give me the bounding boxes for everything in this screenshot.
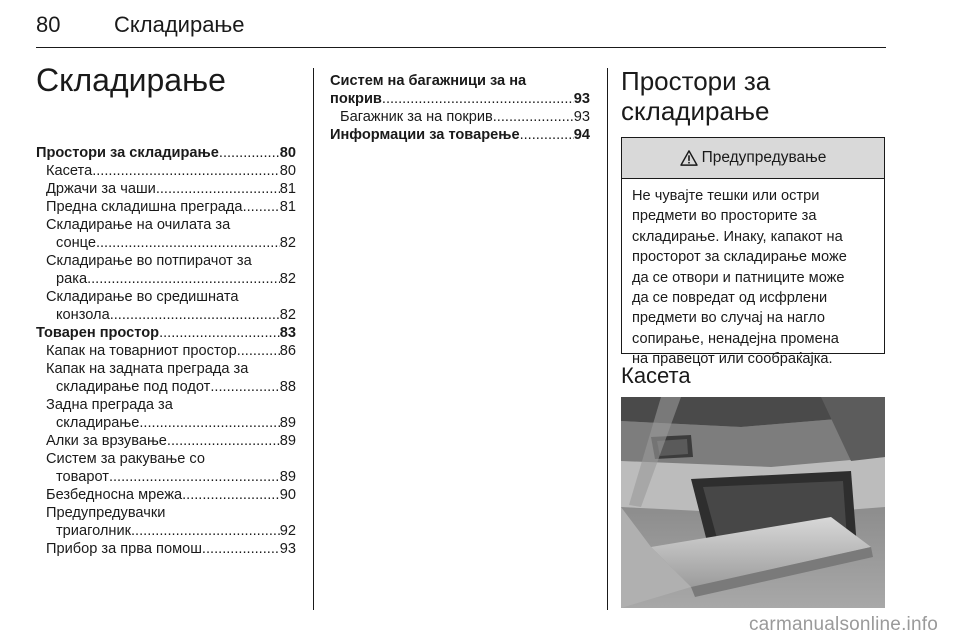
toc-entry[interactable]	[36, 342, 296, 360]
toc-entry-label: Товарен простор	[36, 325, 160, 341]
section-title	[621, 66, 770, 126]
warning-text-line: да се отвори и патниците може	[632, 269, 845, 286]
toc-entry-label: Складирање во потпирачот за	[46, 253, 252, 269]
toc-entry[interactable]	[36, 288, 296, 324]
toc-entry-label: Алки за врзување	[46, 433, 167, 449]
toc-line	[36, 180, 296, 198]
toc-leader-dots	[202, 540, 280, 558]
chapter-title: Складирање	[36, 62, 226, 98]
toc-page-number: 86	[279, 343, 296, 359]
toc-entry-label: Прибор за прва помош	[46, 541, 202, 557]
toc-line	[36, 468, 296, 486]
toc-page-number: 89	[279, 469, 296, 485]
toc-leader-dots	[109, 468, 280, 486]
warning-text-line: складирање. Инаку, капакот на	[632, 228, 843, 245]
toc-entry-label: Задна преграда за	[46, 397, 173, 413]
toc-entry[interactable]	[36, 252, 296, 288]
toc-entry[interactable]	[36, 216, 296, 252]
warning-heading	[622, 138, 884, 179]
toc-line	[36, 378, 296, 396]
toc-leader-dots	[520, 126, 574, 144]
toc-page-number: 80	[279, 145, 296, 161]
header-rule	[36, 47, 886, 48]
toc-line	[36, 198, 296, 216]
toc-entry-label: Складирање на очилата за	[46, 217, 231, 233]
toc-left-column	[36, 144, 296, 558]
toc-entry-label-continued: конзола	[56, 307, 110, 323]
toc-entry-label: Предупредувачки	[46, 505, 166, 521]
toc-leader-dots	[96, 234, 280, 252]
toc-entry[interactable]	[36, 450, 296, 486]
toc-entry-label: Предна складишна преграда	[46, 199, 243, 215]
toc-entry[interactable]	[36, 540, 296, 558]
toc-entry[interactable]	[36, 486, 296, 504]
toc-entry-label-continued: покрив	[330, 91, 382, 107]
toc-leader-dots	[131, 522, 280, 540]
toc-leader-dots	[159, 324, 280, 342]
toc-entry-label: Капак на товарниот простор	[46, 343, 237, 359]
warning-text-line: просторот за складирање може	[632, 249, 847, 266]
toc-entry-label-continued: товарот	[56, 469, 109, 485]
toc-entry[interactable]	[330, 126, 590, 144]
subsection-title: Касета	[621, 363, 691, 388]
toc-page-number: 94	[573, 127, 590, 143]
toc-entry[interactable]	[36, 324, 296, 342]
toc-leader-dots	[110, 306, 280, 324]
toc-leader-dots	[210, 378, 279, 396]
toc-page-number: 80	[279, 163, 296, 179]
toc-line	[36, 144, 296, 162]
toc-page-number: 93	[573, 109, 590, 125]
toc-line	[36, 306, 296, 324]
toc-entry-label-continued: рака	[56, 271, 88, 287]
toc-middle-column	[330, 72, 590, 144]
toc-line	[36, 432, 296, 450]
warning-text-line: предмети во случај на нагло	[632, 310, 825, 327]
toc-page-number: 82	[279, 271, 296, 287]
toc-page-number: 82	[279, 235, 296, 251]
toc-entry[interactable]	[330, 108, 590, 126]
toc-entry-label-continued: сонце	[56, 235, 96, 251]
watermark: carmanualsonline.info	[748, 614, 938, 635]
toc-entry[interactable]	[36, 198, 296, 216]
warning-box	[621, 137, 885, 368]
glovebox-photo	[621, 397, 885, 608]
toc-leader-dots	[182, 486, 280, 504]
toc-line	[330, 108, 590, 126]
toc-line	[36, 414, 296, 432]
toc-entry-label: Систем за ракување со	[46, 451, 205, 467]
warning-text-line: сопирање, ненадејна промена	[632, 330, 839, 347]
toc-line	[36, 522, 296, 540]
toc-entry[interactable]	[330, 72, 590, 108]
toc-line	[36, 234, 296, 252]
toc-page-number: 81	[279, 199, 296, 215]
toc-entry-label: Касета	[46, 163, 93, 179]
toc-line	[36, 486, 296, 504]
toc-line	[330, 126, 590, 144]
section-title-line: складирање	[621, 96, 770, 126]
toc-line	[330, 90, 590, 108]
glovebox-illustration	[621, 397, 885, 608]
toc-line	[36, 540, 296, 558]
warning-triangle-icon	[680, 150, 698, 166]
toc-leader-dots	[493, 108, 574, 126]
toc-entry[interactable]	[36, 180, 296, 198]
toc-entry-label: Систем на багажници за на	[330, 73, 527, 89]
toc-page-number: 81	[279, 181, 296, 197]
toc-page-number: 83	[279, 325, 296, 341]
toc-page-number: 89	[279, 415, 296, 431]
toc-entry-label: Складирање во средишната	[46, 289, 239, 305]
toc-leader-dots	[219, 144, 280, 162]
toc-leader-dots	[139, 414, 279, 432]
toc-entry-label: Багажник за на покрив	[340, 109, 493, 125]
toc-entry[interactable]	[36, 504, 296, 540]
toc-leader-dots	[243, 198, 280, 216]
toc-entry-label: Капак на задната преграда за	[46, 361, 249, 377]
toc-page-number: 89	[279, 433, 296, 449]
toc-line	[36, 162, 296, 180]
toc-page-number: 82	[279, 307, 296, 323]
toc-entry-label: Информации за товарење	[330, 127, 520, 143]
toc-leader-dots	[156, 180, 280, 198]
toc-leader-dots	[87, 270, 280, 288]
toc-entry-label-continued: складирање под подот	[56, 379, 211, 395]
warning-text-line: на правецот или сообраќајка.	[632, 351, 833, 368]
toc-entry-label-continued: триаголник	[56, 523, 131, 539]
column-divider	[607, 68, 608, 610]
toc-entry-label: Држачи за чаши	[46, 181, 156, 197]
toc-leader-dots	[382, 90, 574, 108]
toc-entry[interactable]	[36, 144, 296, 162]
toc-entry[interactable]	[36, 360, 296, 396]
toc-entry[interactable]	[36, 396, 296, 432]
toc-entry[interactable]	[36, 162, 296, 180]
warning-text-line: Не чувајте тешки или остри	[632, 188, 820, 204]
toc-leader-dots	[237, 342, 280, 360]
toc-page-number: 90	[279, 487, 296, 503]
section-title-line: Простори за	[621, 66, 771, 96]
toc-leader-dots	[92, 162, 280, 180]
toc-line	[36, 270, 296, 288]
warning-text-line: предмети во просторите за	[632, 208, 817, 225]
toc-entry-label-continued: складирање	[56, 415, 140, 431]
toc-leader-dots	[167, 432, 280, 450]
warning-heading-text: Предупредување	[701, 149, 827, 166]
toc-entry-label: Простори за складирање	[36, 145, 219, 161]
column-divider	[313, 68, 314, 610]
page-header	[36, 12, 886, 48]
page-number: 80	[36, 12, 61, 37]
toc-entry-label: Безбедносна мрежа	[46, 487, 183, 503]
warning-body	[622, 179, 884, 370]
toc-page-number: 93	[279, 541, 296, 557]
running-title: Складирање	[114, 12, 245, 37]
toc-page-number: 93	[573, 91, 590, 107]
toc-page-number: 88	[279, 379, 296, 395]
toc-line	[36, 324, 296, 342]
warning-text-line: да се повредат од исфрлени	[632, 290, 828, 307]
toc-line	[36, 342, 296, 360]
toc-entry[interactable]	[36, 432, 296, 450]
toc-page-number: 92	[279, 523, 296, 539]
